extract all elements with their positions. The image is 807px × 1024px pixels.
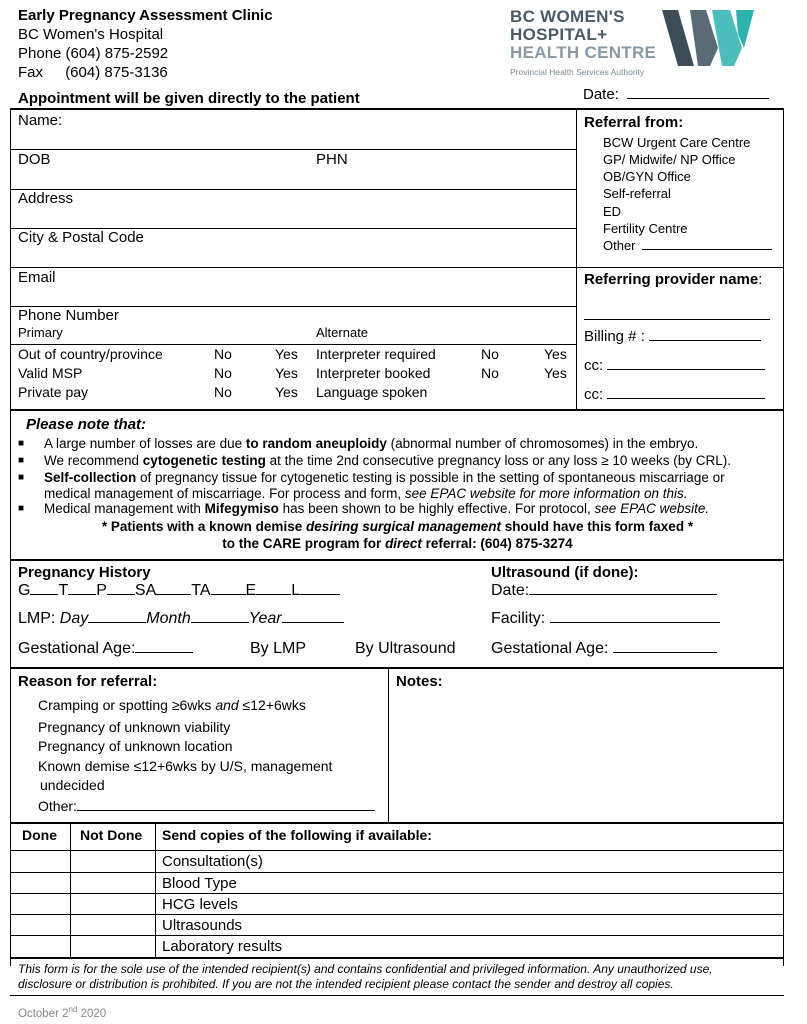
l-label: L	[291, 582, 301, 599]
t-blank[interactable]	[68, 593, 96, 595]
out-of-country-yes[interactable]: Yes	[275, 346, 298, 362]
referral-option[interactable]: ED	[603, 204, 622, 219]
ta-blank[interactable]	[211, 593, 246, 595]
table-row-line	[10, 914, 784, 915]
reason-notes-divider	[388, 667, 389, 823]
private-pay-label: Private pay	[18, 384, 89, 400]
us-date-label: Date:	[491, 582, 530, 599]
referral-option[interactable]: OB/GYN Office	[603, 169, 691, 184]
ga-blank[interactable]	[135, 651, 193, 653]
e-label: E	[245, 582, 257, 599]
reason-other-field[interactable]	[38, 798, 375, 814]
billing-blank[interactable]	[649, 339, 761, 341]
note-bold: Mifegymiso	[204, 501, 279, 516]
footer-line	[10, 995, 784, 996]
reason-title: Reason for referral:	[18, 673, 158, 690]
month-label: Month	[146, 610, 191, 627]
city-label: City & Postal Code	[18, 229, 144, 246]
reason-option-4-cont: undecided	[40, 777, 105, 793]
copy-item: HCG levels	[162, 896, 238, 913]
please-note-title: Please note that:	[26, 416, 147, 433]
phone-label: Phone	[18, 45, 62, 62]
logo-line-1: BC WOMEN'S	[510, 7, 625, 26]
section-line	[10, 409, 784, 411]
hospital-name: BC Women's Hospital	[18, 26, 164, 43]
ga-label: Gestational Age:	[18, 640, 136, 657]
done-header: Done	[22, 827, 57, 843]
row-line	[10, 189, 576, 190]
cc1-label: cc:	[584, 357, 604, 374]
row-line	[10, 149, 576, 150]
referral-option-other[interactable]	[603, 238, 772, 253]
table-col-line	[155, 822, 156, 958]
valid-msp-yes[interactable]: Yes	[275, 365, 298, 381]
note-text: We recommend	[44, 453, 143, 468]
care-italic: direct	[385, 536, 422, 551]
provider-label-text: Referring provider name	[584, 271, 759, 288]
copy-item: Ultrasounds	[162, 917, 243, 934]
care-text: * Patients with a known demise	[101, 519, 306, 534]
referral-other-blank[interactable]	[642, 248, 772, 250]
provider-colon: :	[758, 271, 763, 288]
date-field[interactable]	[583, 86, 769, 103]
referral-option[interactable]: GP/ Midwife/ NP Office	[603, 152, 736, 167]
interpreter-booked-label: Interpreter booked	[316, 365, 431, 381]
notes-area[interactable]	[392, 695, 778, 819]
us-ga-blank[interactable]	[613, 651, 717, 653]
day-blank[interactable]	[88, 621, 146, 623]
note-bold: cytogenetic testing	[142, 453, 266, 468]
referral-title: Referral from:	[584, 114, 684, 131]
year-blank[interactable]	[282, 621, 344, 623]
bullet-icon: ■	[18, 455, 25, 466]
note-text: Medical management with	[44, 501, 205, 516]
reason-option-4[interactable]: Known demise ≤12+6wks by U/S, management	[38, 758, 333, 774]
logo-line-3: HEALTH CENTRE	[510, 43, 657, 62]
interpreter-required-no[interactable]: No	[481, 346, 499, 362]
copy-item: Laboratory results	[162, 938, 283, 955]
note-1	[44, 436, 698, 451]
email-label: Email	[18, 269, 56, 286]
section-line	[10, 667, 784, 669]
us-ga-field[interactable]	[491, 640, 717, 658]
phone-number-label: Phone Number	[18, 307, 119, 324]
referral-option[interactable]: Fertility Centre	[603, 221, 688, 236]
by-lmp-option[interactable]: By LMP	[250, 640, 307, 657]
provider-label	[584, 271, 762, 288]
appointment-note: Appointment will be given directly to the patient	[18, 90, 360, 107]
bullet-icon: ■	[18, 472, 25, 483]
e-blank[interactable]	[256, 593, 291, 595]
month-blank[interactable]	[191, 621, 249, 623]
logo-line-2: HOSPITAL+	[510, 25, 608, 44]
t-label: T	[58, 582, 69, 599]
billing-label: Billing # :	[584, 328, 645, 345]
provider-blank[interactable]	[584, 319, 770, 320]
g-blank[interactable]	[30, 593, 58, 595]
phn-label: PHN	[316, 151, 348, 168]
cc2-field[interactable]	[584, 386, 765, 403]
lmp-row[interactable]	[18, 610, 344, 628]
phone-line	[18, 45, 168, 62]
reason-other-blank[interactable]	[77, 809, 375, 811]
date-blank[interactable]	[627, 97, 769, 99]
interpreter-booked-yes[interactable]: Yes	[544, 365, 567, 381]
hospital-logo	[510, 6, 760, 80]
cc2-blank[interactable]	[607, 397, 765, 399]
table-row-line	[10, 850, 784, 851]
row-line	[10, 344, 576, 345]
note-text: medical management of miscarriage. For process and form,	[44, 486, 405, 501]
facility-field[interactable]	[491, 610, 720, 628]
reason-other-label: Other:	[38, 798, 77, 814]
fax-label: Fax	[18, 64, 44, 81]
out-of-country-no[interactable]: No	[214, 346, 232, 362]
copy-item: Blood Type	[162, 875, 237, 892]
table-col-line	[70, 822, 71, 958]
logo-sub: Provincial Health Services Authority	[510, 67, 645, 77]
table-row-line	[10, 893, 784, 894]
form-date-sup: nd	[68, 1005, 78, 1014]
address-label: Address	[18, 190, 74, 207]
fax-value: (604) 875-3136	[65, 64, 168, 81]
reason-option-2[interactable]: Pregnancy of unknown viability	[38, 719, 231, 735]
note-3	[44, 470, 725, 485]
form-date-year: 2020	[77, 1007, 107, 1020]
reason-text: ≤12+6wks	[238, 697, 306, 713]
fax-line	[18, 64, 168, 81]
cc2-label: cc:	[584, 386, 604, 403]
bullet-icon: ■	[18, 503, 25, 514]
note-bold: Self-collection	[44, 470, 137, 485]
pregnancy-history-title: Pregnancy History	[18, 564, 151, 581]
valid-msp-no[interactable]: No	[214, 365, 232, 381]
care-text: referral: (604) 875-3274	[421, 536, 573, 551]
us-date-blank[interactable]	[529, 593, 717, 595]
note-text: (abnormal number of chromosomes) in the embryo.	[386, 436, 699, 451]
table-bottom-line	[10, 957, 784, 959]
care-text: to the CARE program for	[222, 536, 386, 551]
form-date-text: October 2	[18, 1007, 69, 1020]
care-text: should have this form faxed *	[501, 519, 694, 534]
g-label: G	[18, 582, 31, 599]
us-ga-label: Gestational Age:	[491, 640, 609, 657]
cc1-blank[interactable]	[607, 368, 765, 370]
facility-label: Facility:	[491, 610, 546, 627]
note-text: at the time 2nd consecutive pregnancy loss or any loss ≥ 10 weeks (by CRL).	[265, 453, 731, 468]
disclaimer-line-2: disclosure or distribution is prohibited. If you are not the intended recipient please contact the sender and destroy all copies.	[18, 977, 674, 991]
notes-title: Notes:	[396, 673, 443, 690]
phone-value: (604) 875-2592	[65, 45, 169, 62]
ta-label: TA	[191, 582, 211, 599]
interpreter-booked-no[interactable]: No	[481, 365, 499, 381]
care-italic: desiring surgical management	[305, 519, 502, 534]
reason-option-1[interactable]	[38, 697, 306, 713]
top-border	[10, 108, 784, 110]
note-2	[44, 453, 731, 468]
not-done-header: Not Done	[80, 827, 143, 843]
table-row-line	[10, 935, 784, 936]
private-pay-no[interactable]: No	[214, 384, 232, 400]
section-line	[10, 822, 784, 824]
note-bold: to random aneuploidy	[245, 436, 387, 451]
facility-blank[interactable]	[550, 621, 720, 623]
billing-field[interactable]	[584, 328, 761, 345]
table-row-line	[10, 872, 784, 873]
primary-label: Primary	[18, 325, 63, 340]
referral-option[interactable]: BCW Urgent Care Centre	[603, 135, 751, 150]
valid-msp-label: Valid MSP	[18, 365, 83, 381]
care-note-1	[0, 519, 795, 534]
disclaimer-line-1: This form is for the sole use of the intended recipient(s) and contains confidential and privileged information. Any unauthorized use,	[18, 962, 713, 976]
interpreter-required-label: Interpreter required	[316, 346, 436, 362]
reason-italic: and	[215, 697, 239, 713]
l-blank[interactable]	[300, 593, 340, 595]
p-blank[interactable]	[107, 593, 135, 595]
copy-item: Consultation(s)	[162, 853, 263, 870]
note-italic: see EPAC website for more information on this.	[404, 486, 688, 501]
language-spoken-label: Language spoken	[316, 384, 428, 400]
interpreter-required-yes[interactable]: Yes	[544, 346, 567, 362]
referral-other-label: Other	[603, 238, 636, 253]
date-label: Date:	[583, 86, 619, 103]
note-text: has been shown to be highly effective. For protocol,	[278, 501, 595, 516]
logo-w-mark	[660, 8, 756, 68]
copies-heading: Send copies of the following if available:	[162, 827, 432, 843]
note-text: of pregnancy tissue for cytogenetic testing is possible in the setting of spontaneous miscarriage or	[136, 470, 725, 485]
care-note-2	[0, 536, 795, 551]
ultrasound-title: Ultrasound (if done):	[491, 564, 639, 581]
alternate-label: Alternate	[316, 325, 369, 340]
day-label: Day	[59, 610, 89, 627]
note-4	[44, 501, 709, 516]
reason-text: Cramping or spotting ≥6wks	[38, 697, 216, 713]
out-of-country-label: Out of country/province	[18, 346, 163, 362]
us-date-field[interactable]	[491, 582, 717, 600]
row-line	[10, 267, 784, 268]
note-italic: see EPAC website.	[594, 501, 710, 516]
lmp-label: LMP:	[18, 610, 56, 627]
referral-option[interactable]: Self-referral	[603, 186, 671, 201]
private-pay-yes[interactable]: Yes	[275, 384, 298, 400]
p-label: P	[96, 582, 107, 599]
name-label: Name:	[18, 112, 63, 129]
form-date	[18, 1005, 106, 1020]
patient-referral-divider	[576, 108, 577, 410]
sa-label: SA	[134, 582, 157, 599]
dob-label: DOB	[18, 151, 51, 168]
bullet-icon: ■	[18, 438, 25, 449]
year-label: Year	[248, 610, 282, 627]
gtpal-row[interactable]	[18, 582, 340, 600]
sa-blank[interactable]	[156, 593, 191, 595]
section-line	[10, 559, 784, 561]
note-text: A large number of losses are due	[44, 436, 246, 451]
cc1-field[interactable]	[584, 357, 765, 374]
note-3-cont	[44, 486, 688, 501]
clinic-name: Early Pregnancy Assessment Clinic	[18, 7, 273, 24]
ga-row[interactable]	[18, 640, 193, 658]
by-ultrasound-option[interactable]: By Ultrasound	[355, 640, 456, 657]
reason-option-3[interactable]: Pregnancy of unknown location	[38, 738, 233, 754]
